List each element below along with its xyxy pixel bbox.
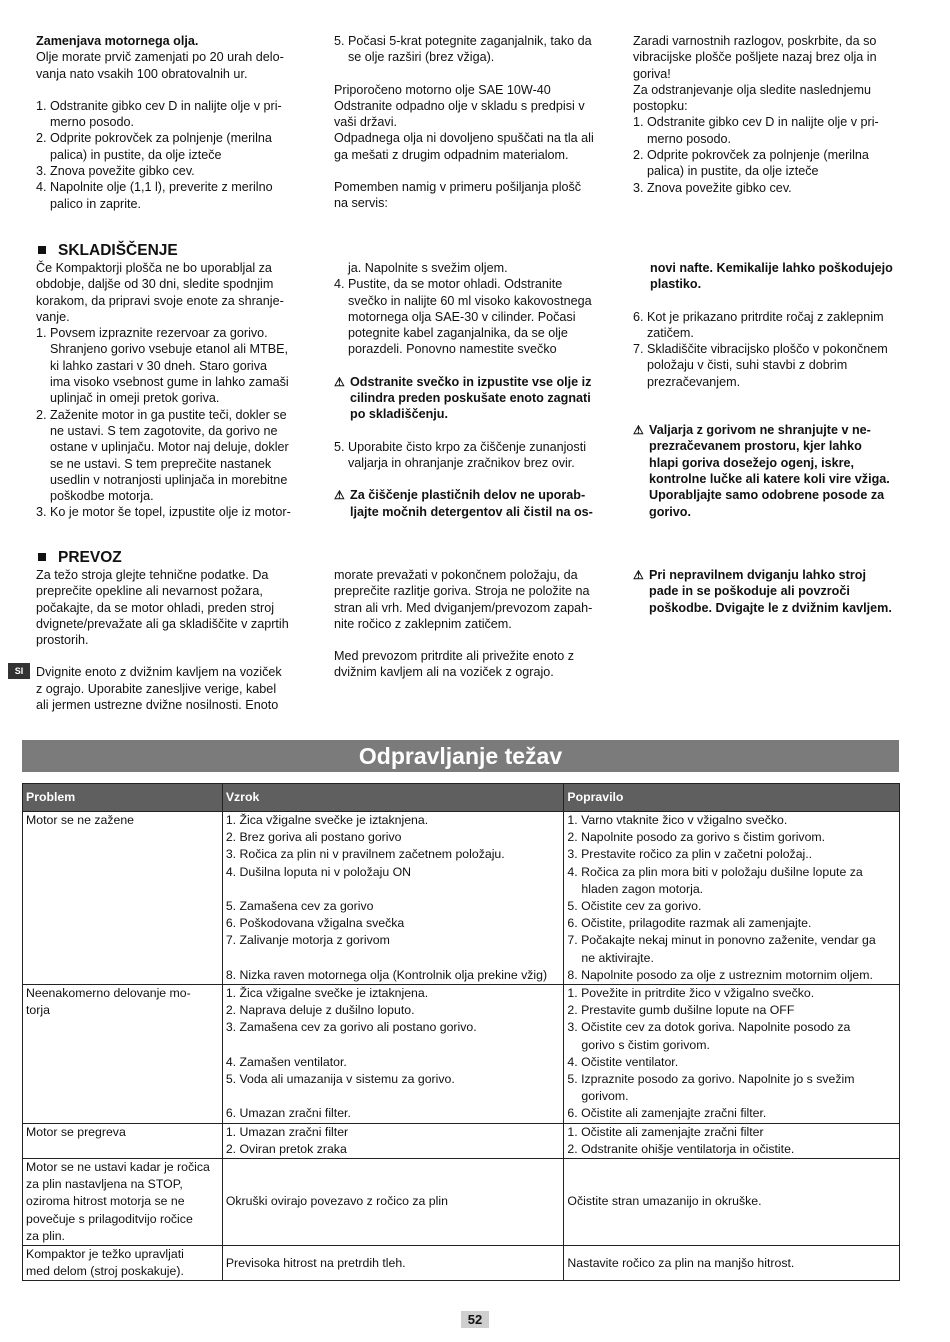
problem-cell: Motor se ne ustavi kadar je ročica za plin nastavljena na STOP, oziroma hitrost motorja se ne povečuje s prilagoditvijo ročice za plin. [23,1159,223,1246]
problem-cell: Motor se ne zažene [23,812,223,985]
table-row [23,812,900,985]
storage-section-title: SKLADIŠČENJE [36,242,178,260]
warning-fuel-storage: ⚠ Valjarja z gorivom ne shranjujte v ne- prezračevanem prostoru, kjer lahko hlapi goriva dosežejo ogenj, iskre, kontrolne lučke ali katere koli vire vžiga. Uporabljajte samo odobrene posode za gorivo. [633,423,890,519]
list-item: 4. Napolnite olje (1,1 l), preverite z merilno palico in zaprite. [36,180,273,211]
transport-upright-text: morate prevažati v pokončnem položaju, da preprečite razlitje goriva. Stroja ne položite na stran ali vrh. Med dviganjem/prevozom zapah- nite ročico z zaklepnim zatičem. [334,568,593,631]
list-item: 2. Zaženite motor in ga pustite teči, dokler se ne ustavi. S tem zagotovite, da gorivo ne ostane v uplinjaču. Motor naj deluje, dokler se ne ustavi. S tem preprečite nastanek usedlin v notranjosti uplinjača in morebitne poškodbe motorja. [36,407,289,504]
recommended-oil-text: Priporočeno motorno olje SAE 10W-40 Odstranite odpadno olje v skladu s predpisi v vaši državi. Odpadnega olja ni dovoljeno spuščati na tla ali ga mešati z drugim odpadnim materialom. [334,82,594,162]
service-hint-text: Pomemben namig v primeru pošiljanja plošč na servis: [334,180,582,211]
problem-cell: Kompaktor je težko upravljati med delom (stroj poskakuje). [23,1246,223,1281]
warning-triangle-icon: ⚠ [633,568,644,582]
table-header-row [23,784,900,812]
column-header-problem: Problem [23,784,223,812]
warning-triangle-icon: ⚠ [334,374,345,389]
table-row [23,985,900,1124]
table-body [23,812,900,1281]
square-bullet-icon [38,246,46,254]
oil-disposal-column [633,33,918,196]
troubleshooting-title: Odpravljanje težav [22,740,899,772]
fix-cell: 1. Varno vtaknite žico v vžigalno svečko. 2. Napolnite posodo za gorivo s čistim gorivom. 3. Prestavite ročico za plin v začetni položaj.. 4. Ročica za plin mora biti v položaju dušilne lopute za hladen zagon motorja. 5. Očistite cev za gorivo. 6. Očistite, prilagodite razmak ali zamenjajte. 7. Počakajte nekaj minut in ponovno zaženite, vendar ga ne aktivirajte. 8. Napolnite posodo za olje z ustreznim motornim oljem. [564,812,900,985]
list-item: 3. Ko je motor še topel, izpustite olje iz motor- [36,505,291,520]
warning-improper-lifting: ⚠ Pri nepravilnem dviganju lahko stroj pade in se poškoduje ali povzroči poškodbe. Dvigajte le z dvižnim kavljem. [633,568,892,615]
storage-step-4: 4. Pustite, da se motor ohladi. Odstranite svečko in nalijte 60 ml visoko kakovostnega motornega olja SAE-30 v cilinder. Počasi potegnite kabel zaganjalnika, da se olje porazdeli. Ponovno namestite svečko [334,277,592,357]
transport-column-1 [36,567,321,713]
list-item: 1. Odstranite gibko cev D in nalijte olje v pri- merno posodo. [36,98,282,130]
list-item: 2. Odprite pokrovček za polnjenje (merilna palica) in pustite, da olje izteče [36,131,272,162]
transport-column-3 [633,567,923,616]
storage-steps-1 [36,325,321,521]
oil-info-column [334,33,619,212]
column-header-fix: Popravilo [564,784,900,812]
page-number: 52 [461,1311,489,1328]
oil-change-heading: Zamenjava motornega olja. [36,34,199,48]
transport-section-title: PREVOZ [36,549,122,567]
cause-cell: Previsoka hitrost na pretrdih tleh. [222,1246,564,1281]
column-header-cause: Vzrok [222,784,564,812]
oil-step-5: 5. Počasi 5-krat potegnite zaganjalnik, tako da se olje razširi (brez vžiga). [334,34,592,65]
oil-change-intro: Olje morate prvič zamenjati po 20 urah delo- vanja nato vsakih 100 obratovalnih ur. [36,50,284,81]
list-item: 6. Kot je prikazano pritrdite ročaj z zaklepnim zatičem. [633,309,884,340]
warning-remove-spark-plug: ⚠ Odstranite svečko in izpustite vse olje iz cilindra preden poskušate enoto zagnati po skladiščenju. [334,374,592,422]
storage-steps-3 [633,309,923,390]
transport-secure-text: Med prevozom pritrdite ali privežite enoto z dvižnim kavljem ali na voziček z ograjo. [334,649,575,680]
oil-change-steps [36,98,316,212]
transport-lift-text: Dvignite enoto z dvižnim kavljem na voziček z ograjo. Uporabite zanesljive verige, kabel ali jermen ustrezne dvižne nosilnosti. Enoto [36,665,282,713]
transport-weight-text: Za težo stroja glejte tehnične podatke. Da preprečite opekline ali nevarnost požara, počakajte, da se motor ohladi, preden stroj dvignete/prevažate ali ga skladiščite v zaprtih prostorih. [36,568,289,648]
cause-cell: Okruški ovirajo povezavo z ročico za plin [222,1159,564,1246]
list-item: 2. Odprite pokrovček za polnjenje (merilna palica) in pustite, da olje izteče [633,148,869,179]
storage-intro: Če Kompaktorji plošča ne bo uporabljal za obdobje, daljše od 30 dni, sledite spodnjim korakom, da pripravi svoje enote za shranje- vanje. [36,261,284,324]
list-item: 1. Odstranite gibko cev D in nalijte olje v pri- merno posodo. [633,115,879,146]
storage-step-5: 5. Uporabite čisto krpo za čiščenje zunanjosti valjarja in ohranjanje zračnikov brez ovir. [334,439,587,470]
fix-cell: 1. Povežite in pritrdite žico v vžigalno svečko. 2. Prestavite gumb dušilne lopute na OFF 3. Očistite cev za dotok goriva. Napolnite posodo za gorivo s čistim gorivom. 4. Očistite ventilator. 5. Izpraznite posodo za gorivo. Napolnite jo s svežim gorivom. 6. Očistite ali zamenjajte zračni filter. [564,985,900,1124]
troubleshooting-table [22,783,900,1281]
storage-column-1 [36,260,321,521]
oil-disposal-steps [633,114,918,195]
transport-column-2 [334,567,619,681]
language-tab: SI [8,663,30,679]
fix-cell: 1. Očistite ali zamenjajte zračni filter 2. Odstranite ohišje ventilatorja in očistite. [564,1123,900,1158]
cause-cell: 1. Žica vžigalne svečke je iztaknjena. 2. Brez goriva ali postano gorivo 3. Ročica za plin ni v pravilnem začetnem položaju. 4. Dušilna loputa ni v položaju ON 5. Zamašena cev za gorivo 6. Poškodovana vžigalna svečka 7. Zalivanje motorja z gorivom 8. Nizka raven motornega olja (Kontrolnik olja prekine vžig) [222,812,564,985]
oil-change-column [36,33,316,212]
fix-cell: Nastavite ročico za plin na manjšo hitrost. [564,1246,900,1281]
table-row [23,1159,900,1246]
list-item: 3. Znova povežite gibko cev. [633,180,792,195]
warning-plastic-cleaning: ⚠ Za čiščenje plastičnih delov ne uporab- ljajte močnih detergentov ali čistil na os- [334,488,593,519]
table-row [23,1246,900,1281]
warning-plastic-cleaning-continued: novi nafte. Kemikalije lahko poškodujejo plastiko. [650,261,893,292]
list-item: 1. Povsem izpraznite rezervoar za gorivo. Shranjeno gorivo vsebuje etanol ali MTBE, ki lahko zastari v 30 dneh. Staro goriva ima visoko vsebnost gume in lahko zamaši uplinjač in omeji pretok goriva. [36,326,289,406]
list-item: 7. Skladiščite vibracijsko ploščo v pokončnem položaju v čisti, suhi stavbi z dobrim prezračevanjem. [633,342,888,389]
storage-column-2 [334,260,619,520]
safety-note-text: Zaradi varnostnih razlogov, poskrbite, da so vibracijske plošče pošljete nazaj brez olja in goriva! Za odstranjevanje olja sledite naslednjemu postopku: [633,34,877,114]
warning-triangle-icon: ⚠ [633,423,644,438]
table-row [23,1123,900,1158]
storage-step-3-continued: ja. Napolnite s svežim oljem. [348,261,508,275]
storage-column-3 [633,260,923,520]
problem-cell: Neenakomerno delovanje mo- torja [23,985,223,1124]
problem-cell: Motor se pregreva [23,1123,223,1158]
fix-cell: Očistite stran umazanijo in okruške. [564,1159,900,1246]
cause-cell: 1. Žica vžigalne svečke je iztaknjena. 2. Naprava deluje z dušilno loputo. 3. Zamašena cev za gorivo ali postano gorivo. 4. Zamašen ventilator. 5. Voda ali umazanija v sistemu za gorivo. 6. Umazan zračni filter. [222,985,564,1124]
warning-triangle-icon: ⚠ [334,488,345,503]
list-item: 3. Znova povežite gibko cev. [36,164,195,179]
square-bullet-icon [38,553,46,561]
cause-cell: 1. Umazan zračni filter 2. Oviran pretok zraka [222,1123,564,1158]
